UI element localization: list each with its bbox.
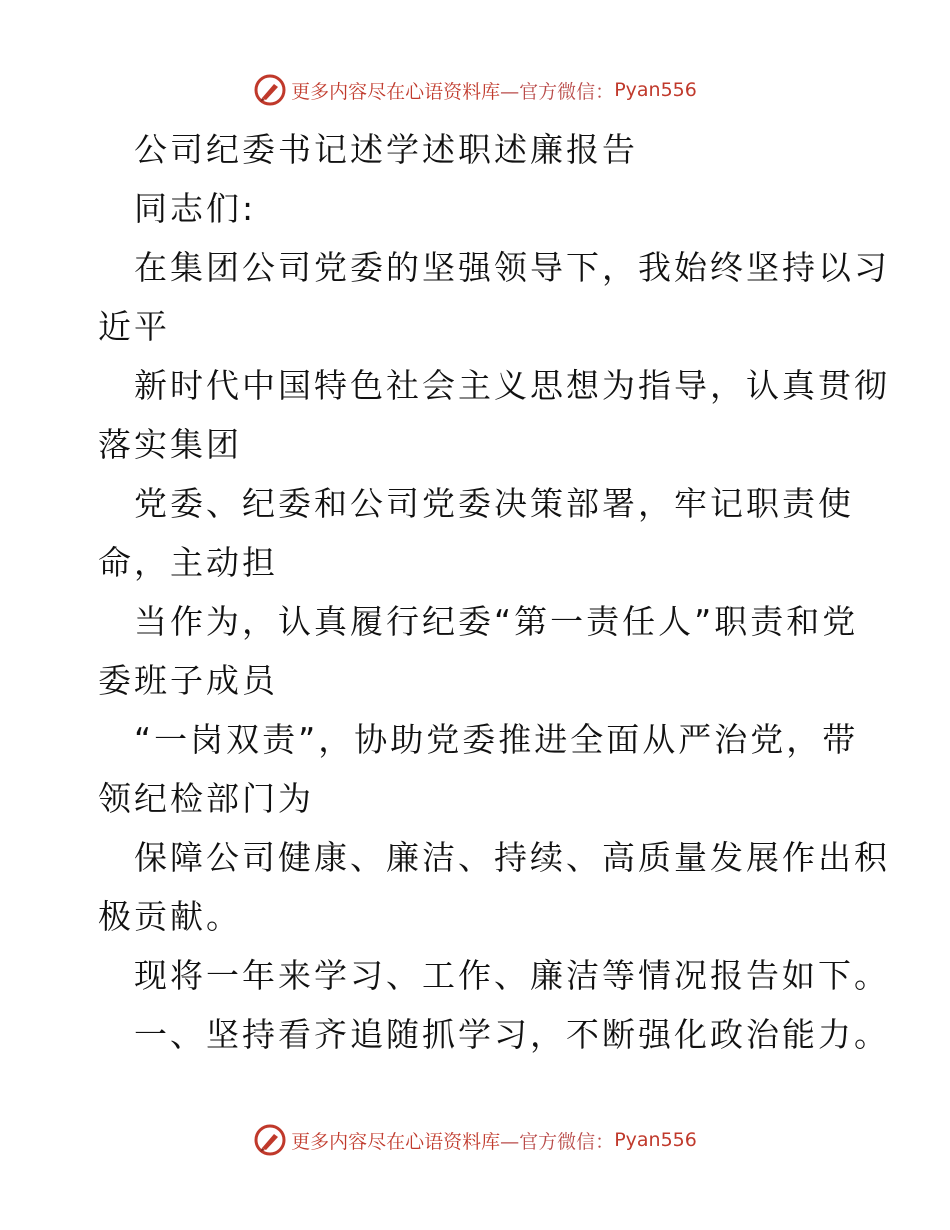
watermark-text: 更多内容尽在心语资料库 [291,80,501,103]
watermark-header [0,70,950,110]
paragraph-line: 落实集团 [98,425,242,464]
salutation: 同志们: [134,189,257,228]
watermark-wechat-id: Pyan556 [614,1129,697,1151]
paragraph-line: 领纪检部门为 [98,779,314,818]
document-title: 公司纪委书记述学述职述廉报告 [134,130,638,169]
watermark-wechat-label: —官方微信： [500,1130,615,1153]
document-body [98,120,890,1064]
watermark-footer [0,1120,950,1160]
paragraph-line: 党委、纪委和公司党委决策部署，牢记职责使 [134,484,854,523]
paragraph-line: 新时代中国特色社会主义思想为指导，认真贯彻 [134,366,890,405]
paragraph-line: 现将一年来学习、工作、廉洁等情况报告如下。 [134,956,890,995]
paragraph-line: 委班子成员 [98,661,278,700]
paragraph-line: 近平 [98,307,170,346]
pen-logo-icon [253,73,287,107]
watermark-text: 更多内容尽在心语资料库 [291,1130,501,1153]
pen-logo-icon [253,1123,287,1157]
paragraph-line: 在集团公司党委的坚强领导下，我始终坚持以习 [134,248,890,287]
watermark-wechat-id: Pyan556 [614,79,697,101]
paragraph-line: 命，主动担 [98,543,278,582]
section-heading: 一、坚持看齐追随抓学习，不断强化政治能力。 [134,1015,890,1054]
paragraph-line: 极贡献。 [98,897,242,936]
paragraph-line: 保障公司健康、廉洁、持续、高质量发展作出积 [134,838,890,877]
watermark-wechat-label: —官方微信： [500,80,615,103]
paragraph-line: 当作为，认真履行纪委“第一责任人”职责和党 [134,602,859,641]
paragraph-line: “一岗双责”，协助党委推进全面从严治党，带 [134,720,859,759]
